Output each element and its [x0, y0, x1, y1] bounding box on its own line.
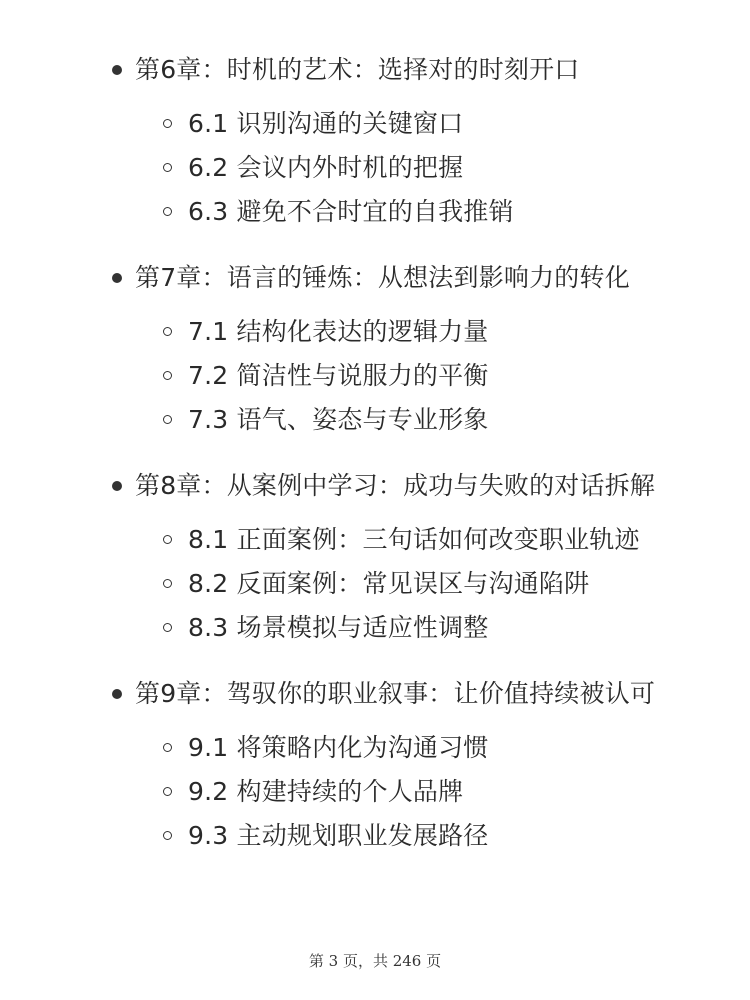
section-item: [135, 770, 660, 814]
chapter-title-text: 第9章：驾驭你的职业叙事：让价值持续被认可: [135, 679, 656, 708]
section-text: 7.3 语气、姿态与专业形象: [188, 405, 489, 434]
bullet-hollow-icon: [163, 207, 172, 216]
section-text: 7.2 简洁性与说服力的平衡: [188, 361, 489, 390]
section-text: 9.3 主动规划职业发展路径: [188, 821, 489, 850]
chapter-title: [135, 258, 660, 298]
bullet-filled-icon: [112, 481, 122, 491]
section-list: [135, 102, 660, 234]
section-text: 9.2 构建持续的个人品牌: [188, 777, 464, 806]
chapter-9: [0, 674, 750, 858]
section-text: 6.1 识别沟通的关键窗口: [188, 109, 464, 138]
chapter-6: [0, 50, 750, 234]
section-item: [135, 518, 660, 562]
section-text: 9.1 将策略内化为沟通习惯: [188, 733, 489, 762]
chapter-7: [0, 258, 750, 442]
section-text: 8.1 正面案例：三句话如何改变职业轨迹: [188, 525, 640, 554]
chapter-title-text: 第8章：从案例中学习：成功与失败的对话拆解: [135, 471, 656, 500]
section-text: 6.2 会议内外时机的把握: [188, 153, 464, 182]
chapter-title: [135, 50, 660, 90]
chapter-title: [135, 466, 660, 506]
bullet-hollow-icon: [163, 415, 172, 424]
section-item: [135, 606, 660, 650]
section-item: [135, 146, 660, 190]
section-item: [135, 726, 660, 770]
section-item: [135, 562, 660, 606]
bullet-hollow-icon: [163, 371, 172, 380]
bullet-hollow-icon: [163, 743, 172, 752]
chapter-title-text: 第6章：时机的艺术：选择对的时刻开口: [135, 55, 580, 84]
bullet-hollow-icon: [163, 623, 172, 632]
section-item: [135, 102, 660, 146]
section-list: [135, 310, 660, 442]
section-text: 8.3 场景模拟与适应性调整: [188, 613, 489, 642]
page-number: 第 3 页，共 246 页: [308, 952, 442, 970]
section-item: [135, 310, 660, 354]
section-text: 8.2 反面案例：常见误区与沟通陷阱: [188, 569, 590, 598]
bullet-hollow-icon: [163, 579, 172, 588]
section-list: [135, 726, 660, 858]
bullet-hollow-icon: [163, 535, 172, 544]
chapter-title: [135, 674, 660, 714]
section-text: 6.3 避免不合时宜的自我推销: [188, 197, 514, 226]
section-item: [135, 398, 660, 442]
table-of-contents: [0, 50, 750, 882]
bullet-hollow-icon: [163, 327, 172, 336]
bullet-hollow-icon: [163, 119, 172, 128]
section-item: [135, 814, 660, 858]
bullet-filled-icon: [112, 65, 122, 75]
section-list: [135, 518, 660, 650]
bullet-filled-icon: [112, 273, 122, 283]
bullet-filled-icon: [112, 689, 122, 699]
bullet-hollow-icon: [163, 787, 172, 796]
bullet-hollow-icon: [163, 831, 172, 840]
section-item: [135, 190, 660, 234]
chapter-title-text: 第7章：语言的锤炼：从想法到影响力的转化: [135, 263, 630, 292]
section-text: 7.1 结构化表达的逻辑力量: [188, 317, 489, 346]
section-item: [135, 354, 660, 398]
bullet-hollow-icon: [163, 163, 172, 172]
chapter-8: [0, 466, 750, 650]
